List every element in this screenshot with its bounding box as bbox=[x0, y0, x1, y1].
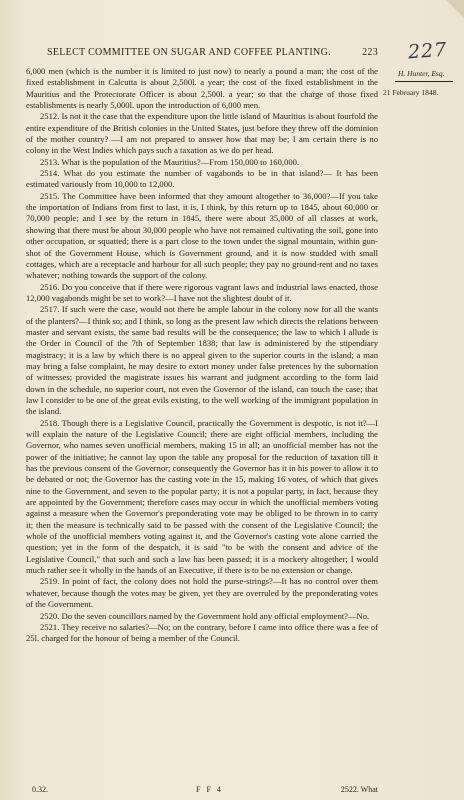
paragraph-2521: 2521. They receive no salaries?—No; on the contrary, before I came into office there was a fee of 25l. charged for the honour of being a member of the Council. bbox=[26, 621, 378, 644]
header-title: SELECT COMMITTEE ON SUGAR AND COFFEE PLANTING. bbox=[47, 47, 331, 58]
footer-signature-mark: F F 4 bbox=[196, 785, 223, 794]
paragraph-2516: 2516. Do you conceive that if there were rigorous vagrant laws and industrial laws enacted, those 12,000 vagabonds might be set to work?—I have not the slightest doubt of it. bbox=[26, 281, 378, 303]
paragraph-2517: 2517. If such were the case, would not there be ample labour in the colony now for all the wants of the planters?—I think so; and I think, so long as the present law which directs the relations between master and servant exists, the same bad results will be the consequence; the law to which I allude is the Order in Council of the 7th of September 1838; that law is administered by the stipendiary magistracy; it is a law by which there is no appeal given to the superior courts in the island; a man may bring a false complaint, he may desire to extort money under false pretences by the subornation of witnesses; provided the magistrate issues his warrant and judgment according to the form laid down in the schedule, no superior court, not even the Governor of the island, can touch the case; that law I consider to be one of the great evils existing, to the well working of the immigrant population in the island. bbox=[26, 304, 379, 417]
footer-sheet-ref: 0.32. bbox=[32, 785, 48, 794]
running-header bbox=[25, 47, 378, 61]
margin-witness-name: H. Hunter, Esq. bbox=[398, 69, 445, 78]
page-corner-fold bbox=[446, 0, 464, 18]
margin-rule bbox=[395, 81, 453, 82]
page-footer bbox=[26, 785, 378, 796]
paragraph-2519: 2519. In point of fact, the colony does not hold the purse-strings?—It has no control over them whatever, because though the votes may be given, yet they are overruled by the preponderating votes of the Government. bbox=[26, 576, 378, 610]
paragraph-2518: 2518. Though there is a Legislative Council, practically the Government is despotic, is not it?—I will explain the nature of the Legislative Council; there are eight official members, including the Governor, who names seven unofficial members, making 15 in all; an unofficial member has not the power of the initiative; he cannot lay upon the table any proposal for the reduction of taxation till it has the previous consent of the Governor; consequently the Governor has it in his power to allow it to be debated or not; the Governor has the casting vote in the 15, making 16 votes, of which that gives nine to the Government, and seven to the popular party; it is not a popular party, in fact, because they are appointed by the Government; therefore cases may occur in which the unofficial members voting against a measure when the Governor's preponderating vote may be obliged to be thrown in to carry it; then the measure is technically said to be passed with the consent of the Legislative Council; the whole of the unofficial members voting against it, and the Governor's casting vote alone carried the question; yet in the form of the despatch, it is said "to be with the consent and advice of the Legislative Council," that such and such a law has been passed; it is a mockery altogether; I would much rather see it wholly in the hands of an Executive, if there is to be no extension or change. bbox=[26, 417, 378, 576]
margin-date: 21 February 1848. bbox=[383, 88, 439, 97]
paragraph-2514: 2514. What do you estimate the number of vagabonds to be in that island?— It has been estimated variously from 10,000 to 12,000. bbox=[26, 168, 378, 190]
footer-catchword: 2522. What bbox=[340, 785, 378, 794]
testimony-body bbox=[26, 66, 378, 645]
handwritten-folio-number: 227 bbox=[407, 38, 448, 64]
page-number: 223 bbox=[362, 47, 378, 58]
paragraph-2520: 2520. Do the seven councillors named by the Government hold any official employment?—No. bbox=[40, 610, 370, 621]
paragraph-2512: 2512. Is not it the case that the expenditure upon the little island of Mauritius is about fourfold the entire expenditure of the British colonies in the United States, just before they threw off the dominion of the mother country? —I am not prepared to answer how that may be; I am certain there is no colony in the West Indies which pays such a taxation as we do per head. bbox=[26, 111, 378, 156]
paragraph-2515: 2515. The Committee have been informed that they amount altogether to 36,000?—If you take the importation of Indians from first to last, it is, I think, by this return up to 1845, about 60,000 or 70,000 people; and I see by the return in 1845, there were about 35,000 of all classes at work, showing that there must be about 30,000 people who have not remained cultivating the soil, gone into other occupation, or squatted; there is a part close to the town under the signal mountain, within gun-shot of the Government House, which is Government ground, and it is now studded with small cottages, which are a receptacle and harbour for all such people; they pay no ground-rent and no taxes whatever; nothing towards the support of the colony. bbox=[26, 190, 378, 281]
paragraph-continuation: 6,000 men (which is the number it is limited to just now) to nearly a pound a man; the cost of the fixed establishment in Calcutta is about 2,500l. a year; the cost of the fixed establishment in the Mauritius and the Protectorate Officer is about 2,500l. a year; so that the charge of those fixed establishments is nearly 5,000l. upon the introduction of 6,000 men. bbox=[26, 66, 378, 111]
paragraph-2513: 2513. What is the population of the Mauritius?—From 150,000 to 160,000. bbox=[40, 156, 300, 167]
